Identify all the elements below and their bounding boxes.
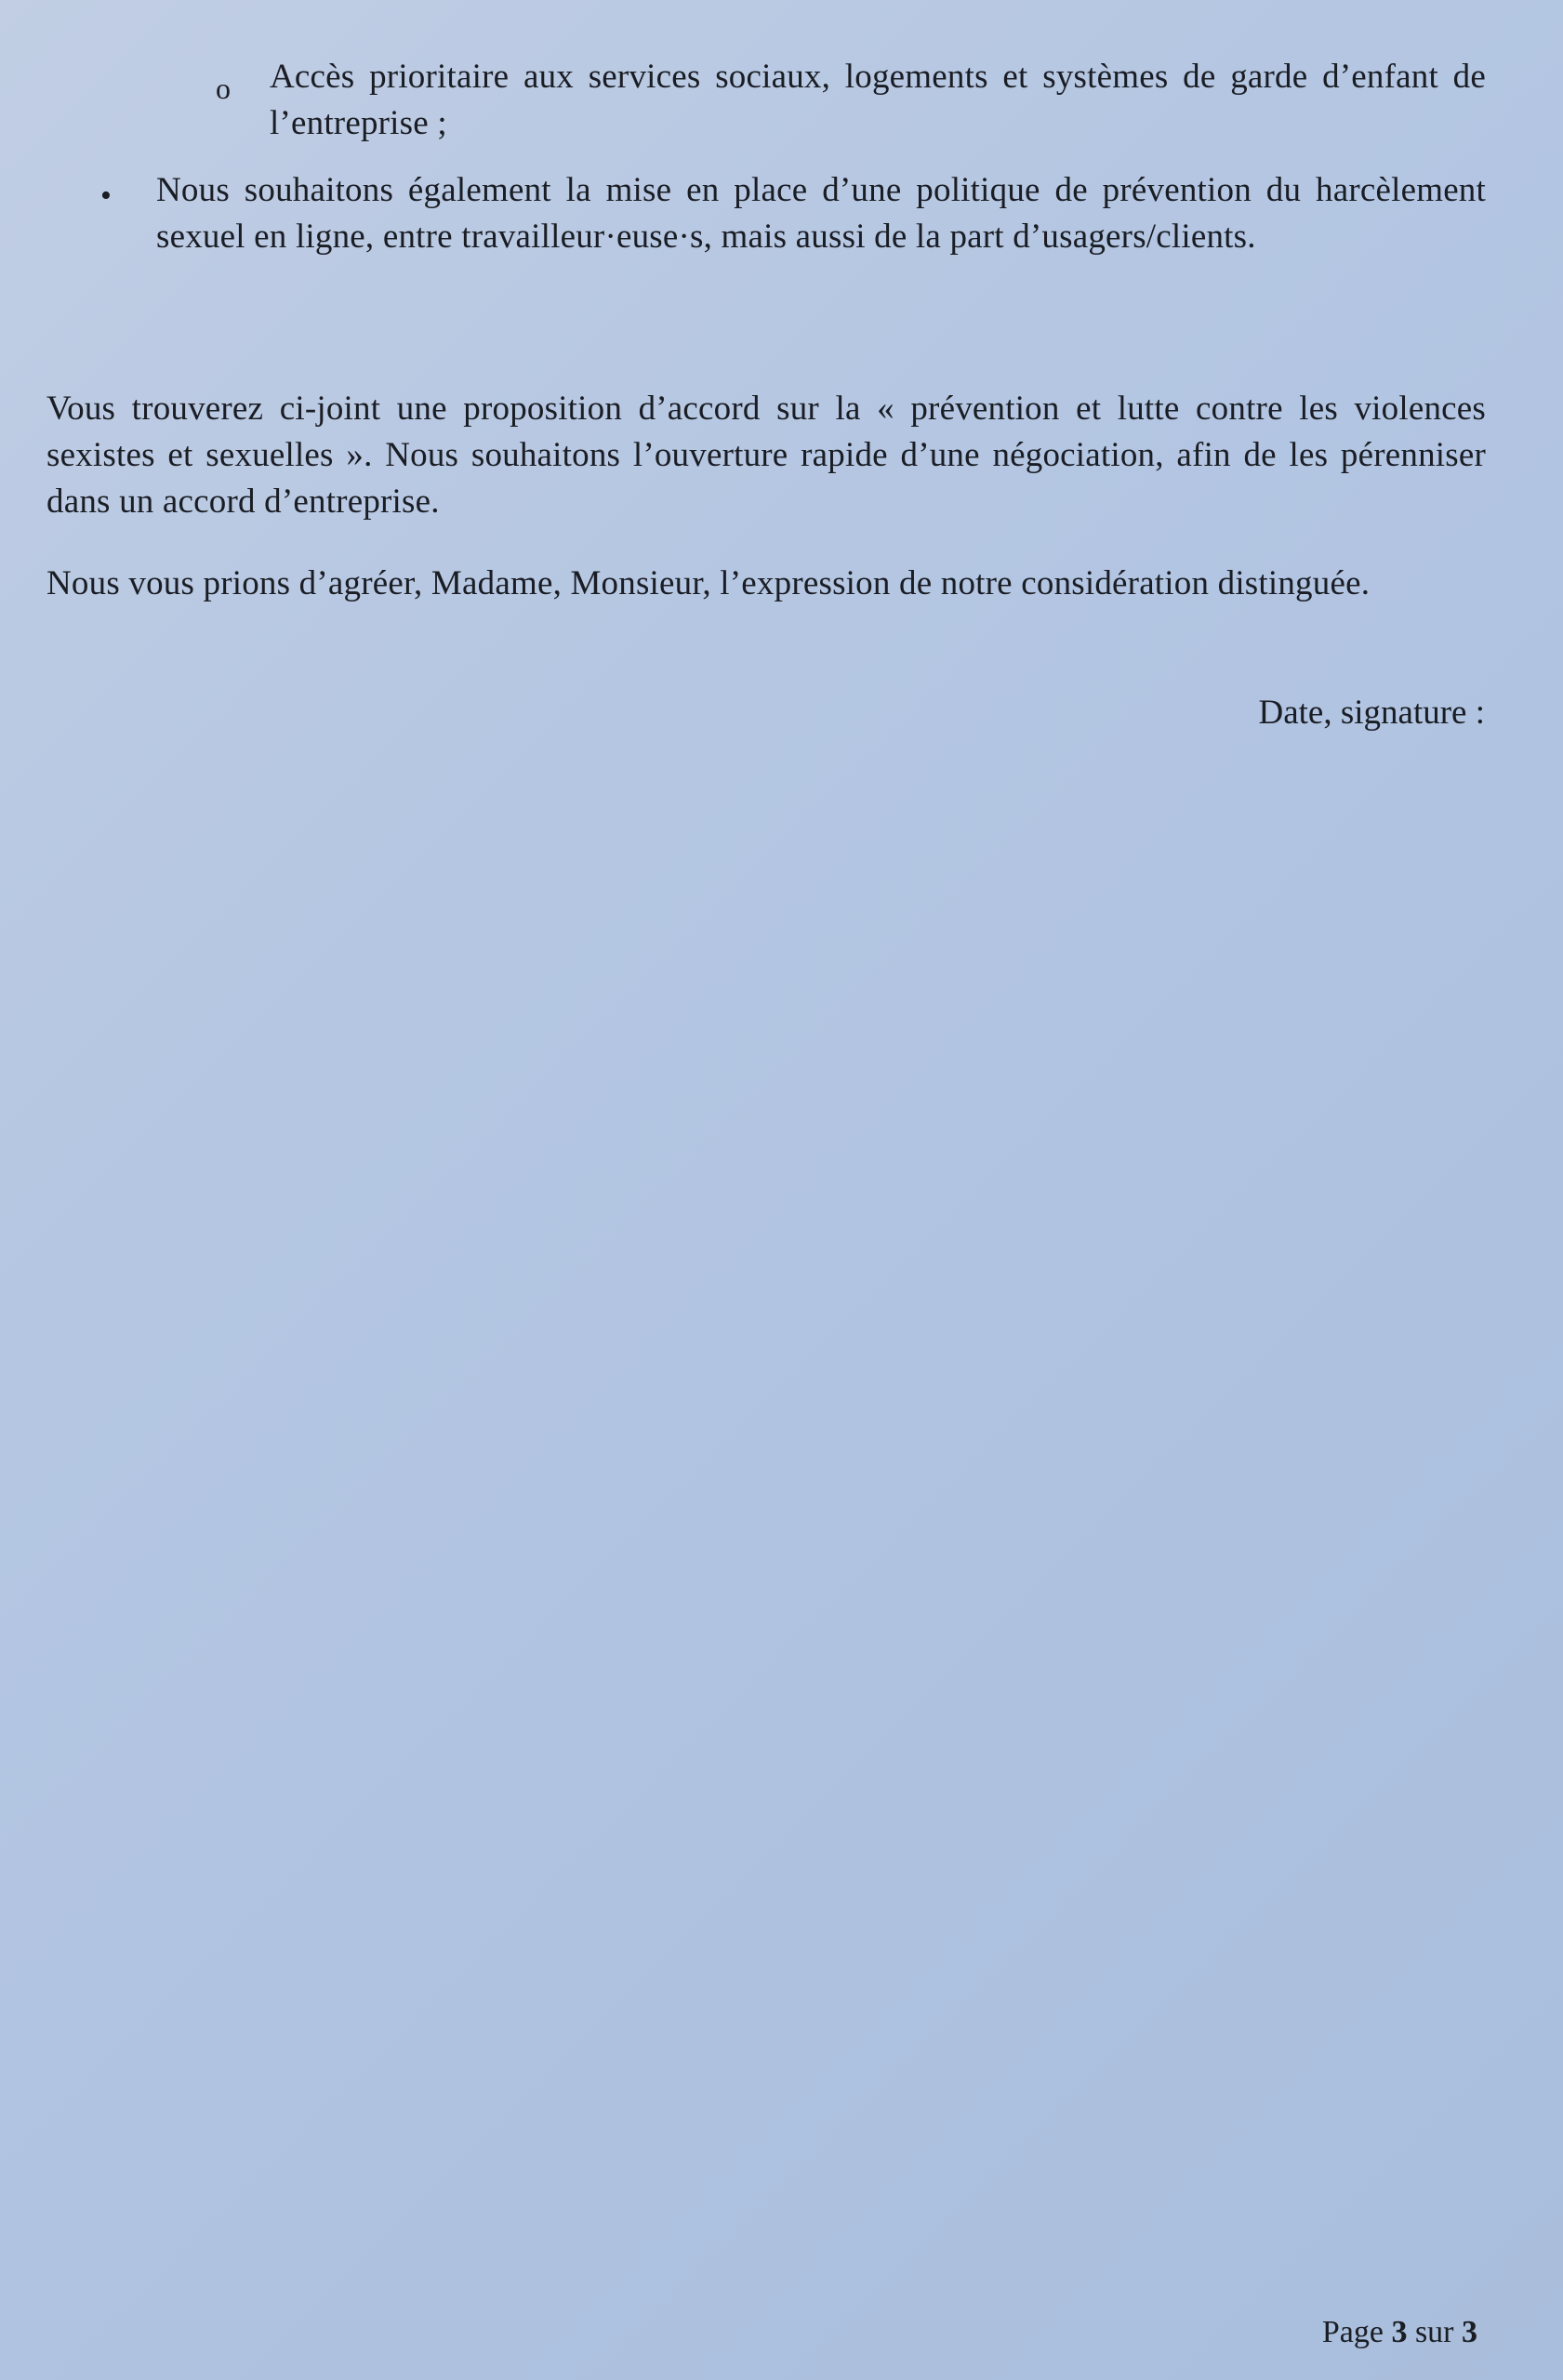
bullet-marker: • <box>100 178 112 213</box>
date-signature-label: Date, signature : <box>1258 694 1485 732</box>
page-total: 3 <box>1462 2315 1477 2349</box>
page-number <box>1322 2309 1477 2356</box>
page-current: 3 <box>1391 2315 1408 2349</box>
list-item: Nous souhaitons également la mise en place d’une politique de prévention du harcèlement sexuel en ligne, entre travailleur·euse·s, mais aussi de la part d’usagers/clients. <box>156 171 1486 256</box>
sub-bullet-marker: o <box>216 72 231 105</box>
sub-list-item: Accès prioritaire aux services sociaux, logements et systèmes de garde d’enfant de l’entreprise ; <box>270 58 1486 142</box>
page-prefix: Page <box>1321 2315 1384 2349</box>
proposal-paragraph: Vous trouverez ci-joint une proposition d’accord sur la « prévention et lutte contre les violences sexistes et sexuelles ». Nous souhaitons l’ouverture rapide d’une négociation, afin de les pérenniser dans un accord d’entreprise. <box>46 390 1486 521</box>
page-separator: sur <box>1414 2315 1454 2349</box>
closing-paragraph: Nous vous prions d’agréer, Madame, Monsieur, l’expression de notre considération distinguée. <box>46 564 1371 602</box>
